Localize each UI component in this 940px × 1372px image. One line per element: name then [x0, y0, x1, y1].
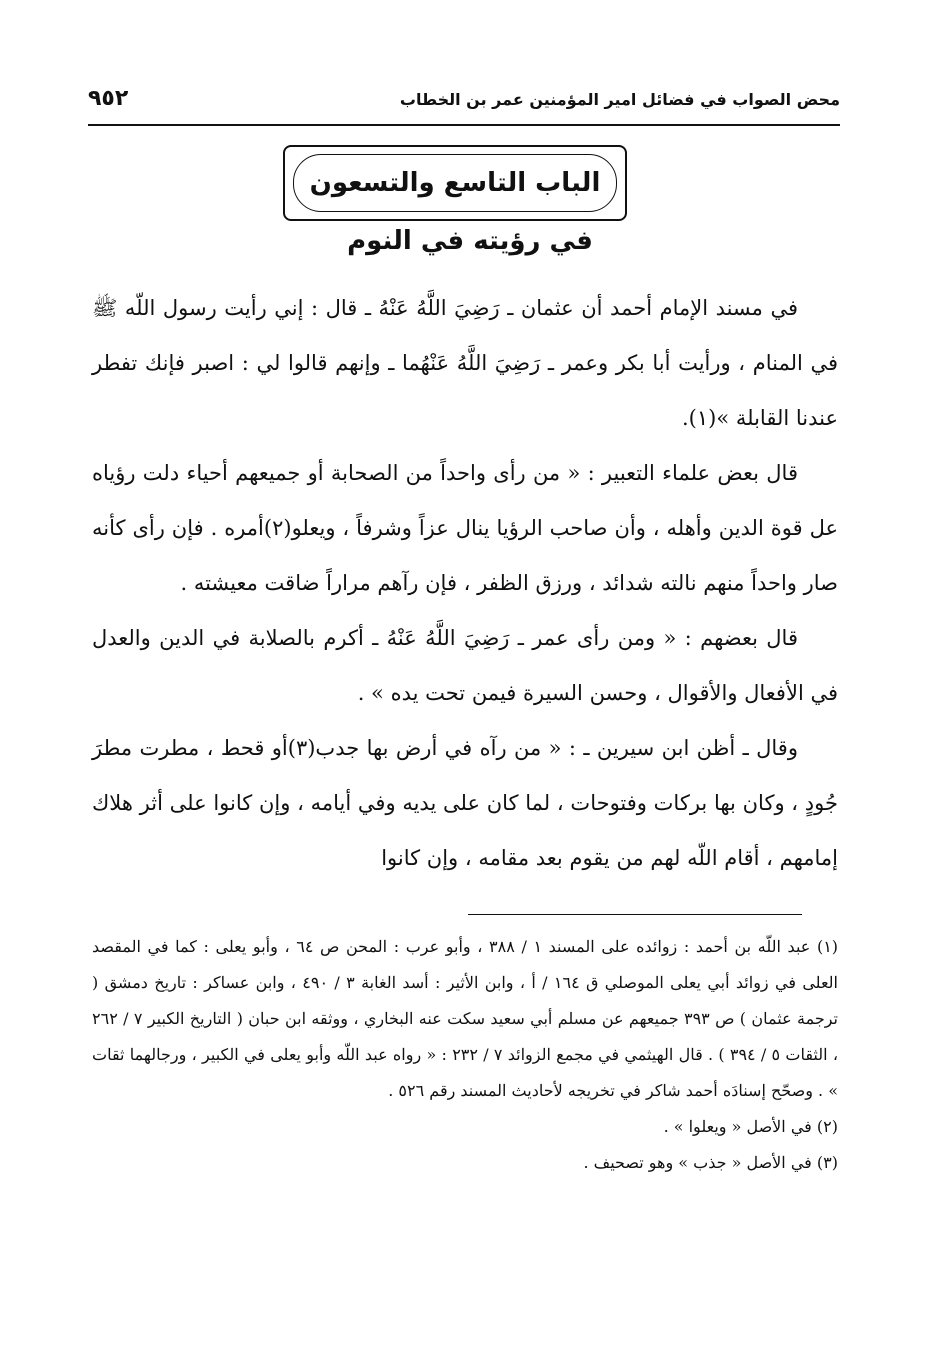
- header-rule: [88, 124, 840, 126]
- footnote: (٢) في الأصل « ويعلوا » .: [663, 1117, 838, 1136]
- paragraph: وقال ـ أظن ابن سيرين ـ : « من رآه في أرض بها جدب(٣)أو قحط ، مطرت مطرَ جُودٍ ، وكان بها بركات وفتوحات ، لما كان على يديه وفي أيامه ، وإن كانوا على أثر هلاك إمامهم ، أقام اللّه لهم من يقوم بعد مقامه ، وإن كانوا: [92, 736, 838, 870]
- main-text: [92, 281, 838, 886]
- footnote-separator: [468, 914, 802, 915]
- chapter-title-frame: [283, 145, 627, 221]
- footnote: (١) عبد اللّه بن أحمد : زوائده على المسند ١ / ٣٨٨ ، وأبو عرب : المحن ص ٦٤ ، وأبو يعلى : كما في المقصد العلى في زوائد أبي يعلى الموصلي ق ١٦٤ / أ ، وابن الأثير : أسد الغابة ٣ / ٤٩٠ ، وابن عساكر : تاريخ دمشق ( ترجمة عثمان ) ص ٣٩٣ جميعهم عن مسلم أبي سعيد سكت عنه البخاري ، ووثقه ابن حبان ( التاريخ الكبير ٧ / ٢٦٢ ، الثقات ٥ / ٣٩٤ ) . قال الهيثمي في مجمع الزوائد ٧ / ٢٣٢ : « رواه عبد اللّه وأبو يعلى في الكبير ، ورجالهما ثقات » . وصحّح إسنادَه أحمد شاكر في تخريجه لأحاديث المسند رقم ٥٢٦ .: [92, 937, 839, 1100]
- running-title: محض الصواب في فضائل امير المؤمنين عمر بن الخطاب: [399, 90, 840, 109]
- chapter-title: الباب التاسع والتسعون: [309, 168, 601, 198]
- paragraph: في مسند الإمام أحمد أن عثمان ـ رَضِيَ اللَّهُ عَنْهُ ـ قال : إني رأيت رسول اللّه ﷺ في المنام ، ورأيت أبا بكر وعمر ـ رَضِيَ اللَّهُ عَنْهُما ـ وإنهم قالوا لي : اصبر فإنك تفطر عندنا القابلة »(١).: [92, 296, 838, 430]
- footnote: (٣) في الأصل « جذب » وهو تصحيف .: [583, 1153, 838, 1172]
- footnotes: [92, 929, 838, 1181]
- paragraph: قال بعضهم : « ومن رأى عمر ـ رَضِيَ اللَّهُ عَنْهُ ـ أكرم بالصلابة في الدين والعدل في الأفعال والأقوال ، وحسن السيرة فيمن تحت يده » .: [92, 626, 838, 705]
- page-number: ٩٥٢: [88, 86, 129, 111]
- chapter-subtitle: في رؤيته في النوم: [347, 226, 593, 256]
- chapter-title-inner-frame: [293, 154, 617, 212]
- paragraph: قال بعض علماء التعبير : « من رأى واحداً من الصحابة أو جميعهم أحياء دلت رؤياه عل قوة الدين وأهله ، وأن صاحب الرؤيا ينال عزاً وشرفاً ، ويعلو(٢)أمره . فإن رأى كأنه صار واحداً منهم نالته شدائد ، ورزق الظفر ، فإن رآهم مراراً ضاقت معيشته .: [92, 461, 838, 595]
- running-header: [88, 86, 840, 126]
